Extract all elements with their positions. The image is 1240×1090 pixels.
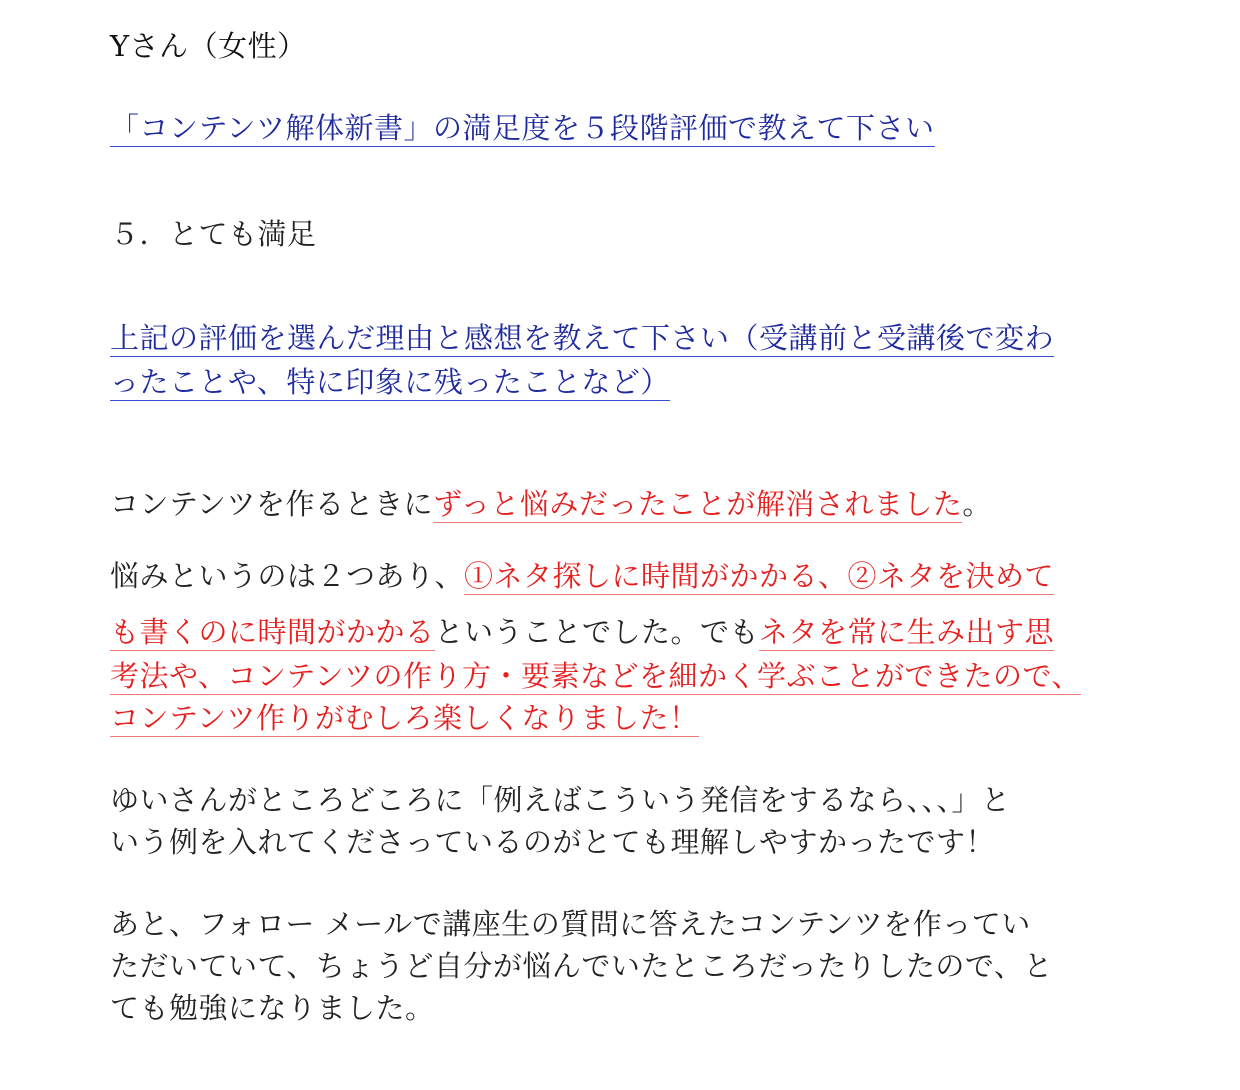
p1-highlight: ずっと悩みだったことが解消されました [433, 487, 963, 521]
p2-l4-highlight: コンテンツ作りがむしろ楽しくなりました！ [110, 701, 699, 735]
answer-paragraph-2-line-1 [110, 556, 1054, 596]
answer-paragraph-3-line-1: ゆいさんがところどころに「例えばこういう発信をするなら、、、」と [110, 783, 1011, 817]
p2-l1-plain: 悩みというのは２つあり、 [110, 559, 465, 593]
answer-paragraph-2-line-3 [110, 656, 1081, 696]
answer-paragraph-4-line-2: ただいていて、ちょうど自分が悩んでいたところだったりしたので、と [110, 949, 1053, 983]
respondent-name: Yさん（女性） [110, 29, 307, 63]
question-satisfaction-text: 「コンテンツ解体新書」の満足度を５段階評価で教えて下さい [110, 111, 935, 145]
answer-satisfaction: ５．とても満足 [110, 217, 317, 251]
question-reason-line-1 [110, 318, 1054, 358]
question-satisfaction [110, 108, 935, 148]
answer-paragraph-1 [110, 484, 992, 524]
p2-l1-highlight: ①ネタ探しに時間がかかる、②ネタを決めて [464, 559, 1055, 593]
question-reason-text-2: ったことや、特に印象に残ったことなど） [110, 365, 670, 399]
question-reason-text-1: 上記の評価を選んだ理由と感想を教えて下さい（受講前と受講後で変わ [110, 321, 1055, 355]
answer-paragraph-4-line-3: ても勉強になりました。 [110, 991, 435, 1025]
p1-end: 。 [962, 487, 992, 521]
answer-paragraph-4-line-1: あと、フォロー メールで講座生の質問に答えたコンテンツを作ってい [110, 907, 1031, 941]
answer-paragraph-2-line-2 [110, 612, 1054, 652]
p2-l2-highlight: も書くのに時間がかかる [110, 615, 435, 649]
p1-plain: コンテンツを作るときに [110, 487, 434, 521]
answer-paragraph-2-line-4 [110, 698, 699, 738]
answer-paragraph-3-line-2: いう例を入れてくださっているのがとても理解しやすかったです！ [110, 825, 996, 859]
question-reason-line-2 [110, 362, 670, 402]
p2-l2-highlight-2: ネタを常に生み出す思 [759, 615, 1055, 649]
p2-l2-plain: ということでした。でも [434, 615, 760, 649]
p2-l3-highlight: 考法や、コンテンツの作り方・要素などを細かく学ぶことができたので、 [110, 659, 1081, 693]
